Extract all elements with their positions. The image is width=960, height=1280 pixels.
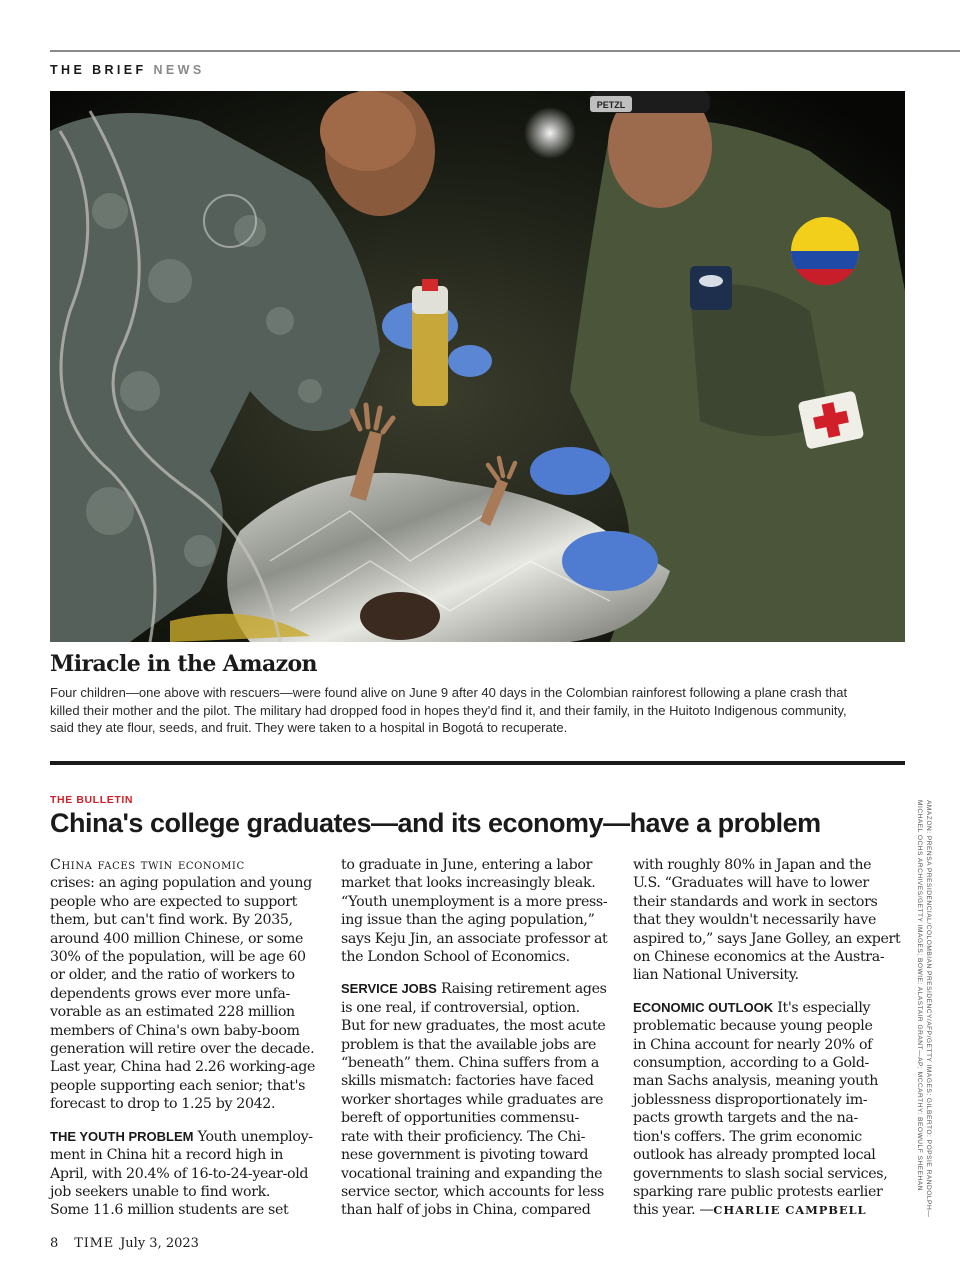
headlamp-brand: PETZL	[596, 100, 626, 110]
body-text: It's especially	[777, 999, 871, 1016]
paragraph-gap	[341, 966, 617, 980]
body-line: rate with their proficiency. The Chi-	[341, 1128, 586, 1145]
page-number: 8	[50, 1236, 59, 1251]
body-line: outlook has already prompted local	[633, 1147, 876, 1164]
body-line: ing issue than the aging population,”	[341, 912, 595, 929]
subhead-service-jobs: SERVICE JOBS	[341, 981, 437, 997]
body-line: But for new graduates, the most acute	[341, 1018, 606, 1035]
article-column-3	[633, 856, 909, 1220]
body-line: problematic because young people	[633, 1018, 873, 1035]
section-label	[50, 63, 205, 77]
folio	[50, 1236, 199, 1251]
credit-line: MICHAEL OCHS ARCHIVES/GETTY IMAGES; BOWIE: ALASTAIR GRANT—AP; MCCARTHY: BEOWULF SHEEHAN	[916, 800, 923, 1191]
body-line: job seekers unable to find work.	[50, 1183, 271, 1200]
body-line: generation will retire over the decade.	[50, 1041, 315, 1058]
byline: CHARLIE CAMPBELL	[713, 1203, 867, 1218]
body-line: that they wouldn't necessarily have	[633, 912, 876, 929]
body-text: Youth unemploy-	[197, 1128, 313, 1145]
body-line: crises: an aging population and young	[50, 875, 312, 892]
photo-credits	[915, 800, 933, 1240]
section-divider	[50, 761, 905, 765]
body-line: nese government is pivoting toward	[341, 1147, 589, 1164]
subhead-youth-problem: THE YOUTH PROBLEM	[50, 1128, 194, 1144]
body-line: worker shortages while graduates are	[341, 1091, 604, 1108]
body-line: U.S. “Graduates will have to lower	[633, 875, 869, 892]
body-line: sparking rare public protests earlier	[633, 1183, 883, 1200]
body-line: on Chinese economics at the Austra-	[633, 949, 885, 966]
body-line: bereft of opportunities commensu-	[341, 1110, 579, 1127]
lead-line	[50, 856, 326, 874]
rescue-illustration	[50, 91, 905, 642]
lead-caps: China faces twin economic	[50, 857, 245, 873]
body-line: the London School of Economics.	[341, 949, 570, 966]
publication-name: TIME	[74, 1236, 115, 1251]
body-line: Last year, China had 2.26 working-age	[50, 1059, 316, 1076]
body-line: Some 11.6 million students are set	[50, 1202, 289, 1219]
paragraph-gap	[633, 985, 909, 999]
subhead-line	[633, 999, 909, 1017]
body-line: says Keju Jin, an associate professor at	[341, 930, 608, 947]
body-line: April, with 20.4% of 16-to-24-year-old	[50, 1165, 309, 1182]
body-line: people who are expected to support	[50, 893, 297, 910]
body-line: to graduate in June, entering a labor	[341, 857, 593, 873]
body-line: or older, and the ratio of workers to	[50, 967, 295, 984]
body-line: joblessness disproportionately im-	[633, 1091, 868, 1108]
body-line: vocational training and expanding the	[341, 1165, 603, 1182]
subhead-economic-outlook: ECONOMIC OUTLOOK	[633, 999, 774, 1015]
body-text: Raising retirement ages	[441, 981, 607, 998]
subhead-line	[341, 980, 617, 998]
body-line: is one real, if controversial, option.	[341, 999, 580, 1016]
feature-photo	[50, 91, 905, 642]
body-line: market that looks increasingly bleak.	[341, 875, 596, 892]
body-line: 30% of the population, will be age 60	[50, 949, 306, 966]
body-line: around 400 million Chinese, or some	[50, 930, 304, 947]
body-line: in China account for nearly 20% of	[633, 1036, 873, 1053]
body-line: pacts growth targets and the na-	[633, 1110, 858, 1127]
body-line: aspired to,” says Jane Golley, an expert	[633, 930, 901, 947]
body-line: problem is that the available jobs are	[341, 1036, 597, 1053]
body-line: them, but can't find work. By 2035,	[50, 912, 293, 929]
body-line: lian National University.	[633, 967, 799, 984]
article-headline: China's college graduates—and its economy—have a problem	[50, 808, 821, 838]
body-line: vorable as an estimated 228 million	[50, 1004, 295, 1021]
issue-date: July 3, 2023	[120, 1236, 199, 1251]
paragraph-gap	[50, 1114, 326, 1128]
body-line: ment in China hit a record high in	[50, 1147, 284, 1164]
body-line: man Sachs analysis, meaning youth	[633, 1073, 879, 1090]
body-line: tion's coffers. The grim economic	[633, 1128, 862, 1145]
body-line: “beneath” them. China suffers from a	[341, 1055, 599, 1072]
body-text: this year. —	[633, 1202, 714, 1219]
body-line: service sector, which accounts for less	[341, 1183, 604, 1200]
body-line: members of China's own baby-boom	[50, 1022, 300, 1039]
body-line: dependents grows ever more unfa-	[50, 985, 290, 1002]
subsection-name: NEWS	[153, 63, 205, 77]
body-line: forecast to drop to 1.25 by 2042.	[50, 1096, 276, 1113]
section-name: THE BRIEF	[50, 63, 147, 77]
body-line: consumption, according to a Gold-	[633, 1055, 869, 1072]
byline-line	[633, 1201, 909, 1219]
body-line: governments to slash social services,	[633, 1165, 888, 1182]
top-rule	[50, 50, 960, 52]
feature-title: Miracle in the Amazon	[50, 651, 317, 677]
credit-line: AMAZON: PRENSA PRESIDENCIAL/COLOMBIAN PRESIDENCY/AFP/GETTY IMAGES; GILBERTO: POPSIE RANDOLPH—	[925, 800, 932, 1218]
body-line: “Youth unemployment is a more press-	[341, 893, 608, 910]
body-line: than half of jobs in China, compared	[341, 1202, 591, 1219]
body-line: with roughly 80% in Japan and the	[633, 857, 872, 873]
feature-caption: Four children—one above with rescuers—were found alive on June 9 after 40 days in the Colombian rainforest following a plane crash that killed their mother and the pilot. The military had dropped food in hopes they'd find it, and their family, in the Huitoto Indigenous community, said they ate flour, seeds, and fruit. They were taken to a hospital in Bogotá to recuperate.	[50, 685, 848, 735]
body-line: their standards and work in sectors	[633, 893, 878, 910]
article-column-2	[341, 856, 617, 1220]
article-kicker: THE BULLETIN	[50, 794, 134, 806]
body-line: people supporting each senior; that's	[50, 1077, 306, 1094]
article-column-1	[50, 856, 326, 1220]
subhead-line	[50, 1128, 326, 1146]
body-line: skills mismatch: factories have faced	[341, 1073, 594, 1090]
